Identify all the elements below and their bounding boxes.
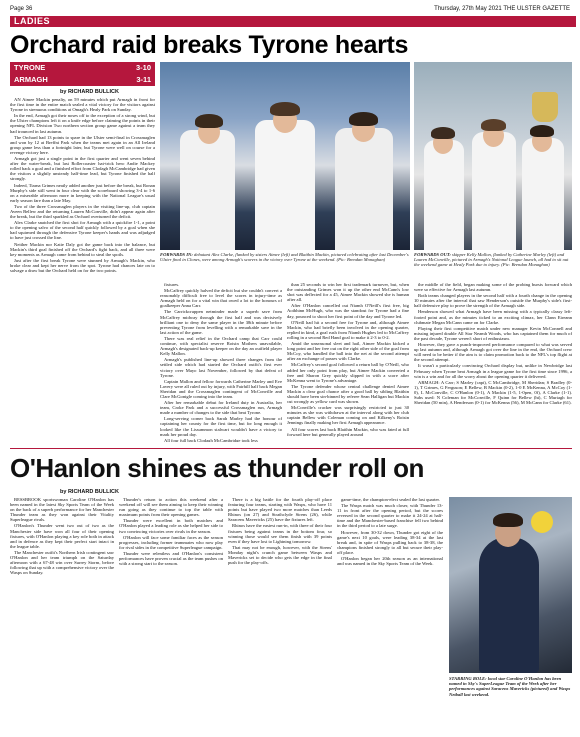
photo1-caption — [160, 252, 410, 262]
paragraph: All four scores last back Blaithin Mackin, who was fated at full forward here but generally played around — [287, 426, 409, 437]
paragraph: Thunder's return to action this weekend after a weekend off will see them aiming to keep their winning run going as they continue to top the table with maximum points from their opening games. — [119, 497, 223, 518]
section-divider — [10, 448, 572, 449]
paragraph: Just after the first break Tyrone were stunned by Armagh's Mackin, who broke clear and kept her nerve from the spot. Tyrone had chances late on to salvage a draw but the Orchard held on for the two points. — [10, 257, 155, 273]
team-score: 3-11 — [136, 75, 151, 84]
article2-column-1 — [10, 497, 114, 729]
paragraph: Indeed, Tiarna Grimes neatly added another just before the break, but Ronan Murphy's side still went in four clear with the scoreboard showing 3-4 to 1-6 on a miserable afternoon more in keeping with the National League's usual early season fare than a late May. — [10, 182, 155, 203]
article1-column-2 — [160, 282, 282, 442]
page-number: Page 36 — [10, 6, 33, 12]
forwards-out-photo — [414, 62, 572, 250]
paragraph: The Tyrone defender whose central challenge denied Aimee Mackin a clear goal chance after a good ball by sibling Blaithin should have been sin-binned by referee Sean Halligan but Mackin cut wrongly as yellow card was shown. — [287, 383, 409, 405]
paragraph: Playing their first competitive match under new manager Kevin McConnell and missing injured double All Star Neamh Woods, who has captained them for much of the past decade, Tyrone weren't short of enthusiasm. — [414, 325, 572, 341]
article1-column-4 — [414, 282, 572, 442]
paragraph: AN Aimee Mackin penalty, on 59 minutes which put Armagh in front for the first time in the entire match sealed a vital victory for the visitors against Tyrone in strenuous conditions at Omagh's Healy Park on Sunday. — [10, 97, 155, 113]
player-hair — [195, 114, 223, 128]
team-name: ARMAGH — [14, 75, 48, 84]
paragraph: Henderson showed what Armagh have been missing with a typically classy left-footed point and, as the minutes ticked to an exciting climax, her Clann Eireann clubmate Megan McCann came on for Clarke. — [414, 309, 572, 325]
player-hair — [349, 112, 378, 126]
team-score: 3-10 — [135, 63, 151, 72]
paragraph: The Wasps match was much closer, with Thunder 13-11 in front after the opening period, but the scores reversed in the second quarter to make it 24-24 at half-time and the Manchester-based franchise fell two behind in the third period to a late surge. — [337, 503, 443, 529]
issue-line: Thursday, 27th May 2021 THE ULSTER GAZETTE — [434, 6, 570, 12]
article2-column-2 — [119, 497, 223, 729]
scoreline-box — [10, 62, 155, 86]
paragraph: the middle of the field, began making some of the probing bursts forward which were so effective for Armagh last autumn. — [414, 282, 572, 293]
paragraph: Amid the unseasonal sleet and hail, Aimee Mackin kicked a long point and her free out on the right other side of the goal from McCoy, who handled the ball into the net at the second attempt after an exchange of passes with Clarke. — [287, 341, 409, 362]
player-figure — [472, 132, 516, 250]
paragraph: McCaffrey's second goal followed a return ball by O'Neill, who added her only point from play, but Aimee Mackin converted a free and Sharon Grey quickly slipped in with a score after McKenna went to Tyrone's advantage. — [287, 362, 409, 383]
player-hair — [481, 119, 506, 131]
paragraph: However, from 30-32 down, Thunder got eight of the game's next 10 goals, were leading 38-34 at the last break and, in spite of Wasps pulling back to 38-38, the champions finished strongly to all but secure their play-off place. — [337, 529, 443, 555]
paragraph: Both teams changed players in the second half with a fourth change in the opening 10 minutes after the interval that saw Henderson's outside the Murphy's side's first-half defensive play to prove the strength of the Armagh side. — [414, 293, 572, 309]
celebration-photo — [160, 62, 410, 250]
paragraph: than 25 seconds to win her first trademark turnover, but, when the outstanding Grimes won it up the other end McCann's low shot was deflected for a 45, Aimee Mackin showed she is human after all. — [287, 282, 409, 303]
paragraph: There is a big battle for the fourth play-off place featuring four teams, starting with Wasps, who have 11 points but have played two more matches than Leeds Rhinos (on 27) and Strathclyde Sirens (26), while Saracens Mavericks (25) have the fixtures left. — [228, 497, 332, 523]
paragraph: That may not be enough, however, with the Sirens' Monday night's crunch game between Wasps and Mavericks set to decide who gets the edge in the final push for the play-offs. — [228, 544, 332, 566]
caption-label: FORWARDS OUT: — [414, 252, 451, 257]
article2-column-4 — [337, 497, 443, 729]
article2-byline: by RICHARD BULLICK — [60, 489, 119, 495]
paragraph: Thunder were relentless and O'Hanlon's consistent performances have proven crucial as the team pushes on with a strong start to the season. — [119, 550, 223, 567]
score-row-armagh — [10, 74, 155, 86]
player-figure — [335, 128, 393, 250]
paragraph: Rhinos have the easiest run-in, with three of their four fixtures being against teams in the bottom four, so winning those would see them finish with 39 points even if they have lost to Lightning tomorrow. — [228, 523, 332, 544]
paragraph: Armagh got just a single point in the first quarter and went seven behind after the water-break, but last Rollercoaster hat-trick hero Andie Mackey rolled back a goal and a finished effort from Clodagh McCambridge had given the visitors a slightly unsteady half-time lead, but Tyrone finished the half strongly. — [10, 156, 155, 182]
article2-column-3 — [228, 497, 332, 729]
caption-text: skipper Kelly Mallon, flanked by Catherine Marley (left) and Lauren McConville, pictured in Armagh's National League launch, all had to sit out the weekend game at Healy Park due to injury. (Pic: Brendan Monaghan) — [414, 252, 569, 268]
paragraph: fixtures. — [164, 282, 180, 287]
player-figure — [180, 130, 235, 250]
player-hair — [431, 127, 455, 139]
paragraph: ARMAGH: A Carr; S Marley (capt), C McCambridge, M Sheridan; S Bradley (0-1), T Grimes, G Ferguson; E Bellew, B Mackin (0-2), 1-0 E McKenna, A McCoy (1-0), L McConville, C O'Hanlon (0-1), A Mackin (1-5, 1-0pen, 0f), A Clarke (1-1). Subs used: N Coleman for McConville, F Quinn for Bellew (ht), C Murtagh for Sheridan (50 min), A Henderson (0-1) for McKenna (56), M McCann for Clarke (61). — [414, 379, 572, 406]
paragraph: The Orchard had 13 points to spare in the Ulster semi-final in Crossmaglen and won by 12 at Breffni Park when the teams met again in an All Ireland group game less than a fortnight later, but Tyrone were well on course for a revenge victory here. — [10, 134, 155, 155]
paragraph: Armagh's published line-up showed three changes from the settled side which had started the Orchard outfit's first ever victory over Mayo last November, followed by that defeat of Tyrone. — [160, 357, 282, 378]
paragraph: O'Hanlon's Thunder went two out of two as the Manchester side have won all four of their opening fixtures, with O'Hanlon playing a key role both in attack and in defence as they kept their perfect start intact in the league table. — [10, 523, 114, 549]
paragraph: It wasn't a particularly convincing Orchard display but, unlike in Newbridge last February when Tyrone beat Armagh in a league game for the first time since 1996, a win is a win and for all the worry about the opening quarter it delivered. — [414, 363, 572, 379]
paragraph: McConville's cracker was surprisingly restricted to just 30 minutes as she was withdrawn at the interval along with her club captain Bellew with Coleman coming on and Kilkeny's Roisin Jennings finally making her first Armagh appearance. — [287, 405, 409, 426]
page-header — [10, 4, 570, 14]
paragraph: Two of the three Crossmaglen players in the visiting line-up, club captain Aveen Bellew and the returning Lauren McConville, didn't appear again after the break, but the third sparkled as Orchard overturned the deficit. — [10, 203, 155, 220]
paragraph: In the end, Armagh got their noses off to the exception of a strong wind, but the Ulster champions left it on a knife edge before claiming the points in their opening NFL Division Two northern section group game against a team they had trounced in last autumn. — [10, 113, 155, 134]
netball-icon — [531, 511, 553, 533]
paragraph: There was real relief in the Orchard camp that Carr could continue, with specialist reserve Roisin Mothers unavailable, Armagh's designated back-up keeper on the day an outfield player Kelly Mallon. — [160, 335, 282, 357]
paragraph: Alex Clarke snatched the first shot for Armagh with a quickfire 1-1, a point to the opening salvo of the second half quickly followed by a goal when she had squirmed through the defensive Tyrone keeper's hands and was adjudged to have just crossed the line. — [10, 220, 155, 241]
netball-photo — [449, 497, 572, 673]
section-label: LADIES — [10, 16, 576, 27]
article1-headline: Orchard raid breaks Tyrone hearts — [10, 31, 409, 59]
player-hair — [530, 125, 554, 137]
paragraph: Neither Mackin nor Katie Daly got the game back into the balance, but Mackin's third goal finished off the Orchard's fight back, and all three were key moments as Armagh came from behind to steal the spoils. — [10, 241, 155, 257]
paragraph: O'Neill had hit a second free for Tyrone and, although Aimee Mackin, who had briefly been involved in the opening quarter, replied in kind, a goal rush from Niamh Hughes led to McCaffrey rolling in a second Red Hand goal to make it 2-3 to 0-2. — [287, 319, 409, 340]
article1-column-3 — [287, 282, 409, 442]
photo3-caption: STARRING ROLE: local star Caroline O'Hanlon has been named in Sky's SuperLeague Team of the Week after her performances against Saracens Mavericks (pictured) and Wasps Netball last weekend. — [449, 676, 571, 697]
paragraph: Captain Mallon and fellow forwards Catherine Marley and Eve Lavery were all ruled out by injury, with Fairhill half back Megan Sheridan and the Crossmaglen contingent of McConville and Clare McGonigle coming into the team. — [160, 378, 282, 399]
paragraph: BESSBROOK sportswoman Caroline O'Hanlon has been named in the latest Sky Sports Team of the Week on the back of a superb performance for her Manchester Thunder team as they won against their Vitality Superleague rivals. — [10, 497, 114, 523]
player-figure — [522, 138, 564, 250]
caption-text: debutant Alex Clarke, flanked by sisters Aimee (left) and Blaithin Mackin, pictured celebrating after last December's Ulster final in Clones, were among Armagh's scorers in the victory over Tyrone at the weekend. (Pic: Brendan Monaghan) — [160, 252, 409, 263]
paragraph: The Carrickcruppen netminder made a superb save from McCaffrey midway through the first half and was decisively brilliant one to deny the same player in the 38th minute before preventing Tyrone from levelling with a remarkable save in the last action of the game. — [160, 309, 282, 335]
score-row-tyrone — [10, 62, 155, 74]
paragraph: All four full back Clodagh McCambridge took less — [164, 437, 258, 442]
paragraph: After O'Hanlon cancelled out Niamh O'Neill's first free, big Aoibhinn McHugh, who was the standout for Tyrone had a fine day, pounced to shoot her first point of the day and Tyrone led. — [287, 303, 409, 319]
paragraph: However, they gave a punch-improved performance compared to what was served up last autumn and, although Armagh got over the line in the end, the Orchard crew will need to be better if the aim is to claim promotion back to the NFL's top flight at the second attempt. — [414, 342, 572, 363]
team-name: TYRONE — [14, 63, 46, 72]
player-figure — [255, 120, 315, 250]
player-figure — [479, 537, 539, 673]
paragraph: Long-serving corner back Sarah Marley had the honour of captaining her county for the first time, but for long enough it looked like the Lissummon stalwart wouldn't have a victory to mark her proud day. — [160, 416, 282, 437]
paragraph: The Manchester outfit's Northern Irish contingent saw O'Hanlon and her team triumph on the Saturday afternoon with a 67-48 win over Surrey Storm, before following that up with a comprehensive victory over the Wasps on Sunday. — [10, 549, 114, 576]
paragraph: O'Hanlon began her 20th season as an international and was named in the Sky Sports Team of the Week. — [337, 556, 443, 567]
paragraph: McCaffrey quickly halved the deficit but she couldn't convert a reasonably difficult free to level the scores in injury-time as Armagh held on for a vital win that owed a lot to the honours of goalkeeper Anna Carr. — [160, 288, 282, 309]
player-figure — [424, 140, 464, 250]
trophy-icon — [532, 92, 558, 122]
caption-label: FORWARDS IN: — [160, 252, 193, 257]
photo2-caption — [414, 252, 572, 268]
player-hair — [270, 102, 300, 116]
paragraph: game-time, the champion-elect sealed the last quarter. — [341, 497, 440, 502]
paragraph: O'Hanlon will face some familiar faces as the season progresses, including former teammates who now play for rival sides in the competitive Superleague campaign. — [119, 534, 223, 550]
article1-column-1 — [10, 97, 155, 442]
paragraph: After her remarkable debut for Ireland duty in Australia, her team, Croke Park and a successful Crossmaglen run, Armagh made a number of changes to the side that beat Tyrone. — [160, 400, 282, 416]
player-hair — [493, 513, 523, 527]
article2-headline: O'Hanlon shines as thunder roll on — [10, 453, 424, 483]
paragraph: Thunder were excellent in both matches and O'Hanlon played a leading role as she helped her side to two convincing victories over rivals in the season. — [119, 518, 223, 534]
article1-byline: by RICHARD BULLICK — [60, 89, 119, 95]
